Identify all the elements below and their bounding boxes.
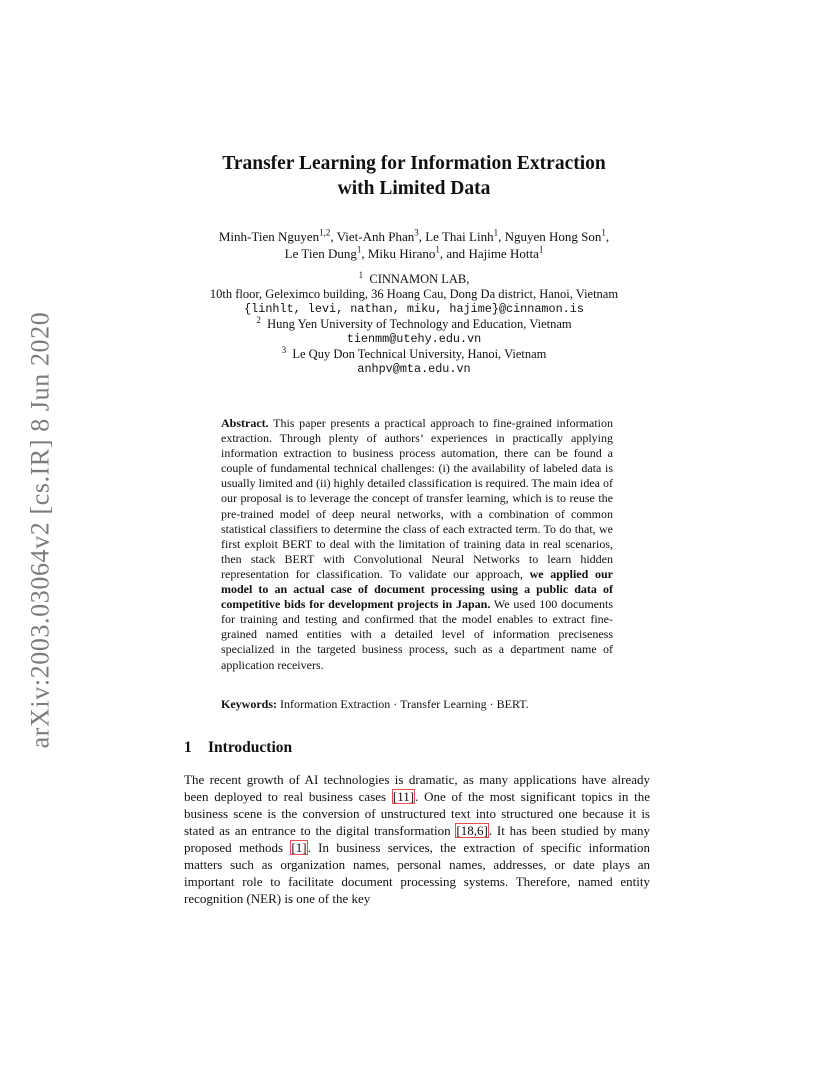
abstract-label: Abstract. (221, 416, 269, 430)
affiliation-email: {linhlt, levi, nathan, miku, hajime}@cinnamon.is (244, 302, 584, 316)
affiliation-number: 3 (281, 344, 287, 355)
abstract-bold-text: we applied our model to an actual case of document processing using a public data of competitive bids for development projects in Japan. (221, 566, 614, 612)
keywords-line (221, 697, 613, 712)
affiliation-email: anhpv@mta.edu.vn (357, 362, 471, 376)
keywords-text: Information Extraction · Transfer Learning · BERT. (280, 697, 529, 711)
citation-link[interactable]: [18,6] (456, 823, 488, 838)
affiliation-address: 10th floor, Geleximco building, 36 Hoang Cau, Dong Da district, Hanoi, Vietnam (209, 287, 619, 301)
intro-text-4: . In business services, the extraction of specific information matters such as organization names, personal names, addresses, or date plays an important role to facilitate document processing systems. Therefore, named entity recognition (NER) is one of the key (184, 840, 650, 906)
abstract-text-2: We used 100 documents for training and testing and confirmed that the model enables to extract fine-grained named entities with a detailed level of information preciseness specialized in the targeted business process, such as a department name of application receivers. (221, 597, 613, 672)
affiliation-number: 2 (256, 314, 261, 325)
section-heading-introduction (184, 738, 292, 758)
introduction-paragraph (184, 771, 650, 907)
affiliation-3 (150, 344, 678, 362)
author-list (170, 228, 658, 262)
author-affiliation-mark: 1 (435, 244, 440, 255)
affiliation-name: Hung Yen University of Technology and Education, Vietnam (267, 317, 572, 331)
arxiv-id-label: arXiv:2003.03064v2 [cs.IR] 8 Jun 2020 (25, 311, 54, 749)
keywords-label: Keywords: (221, 697, 277, 711)
author-name: Hajime Hotta (468, 246, 539, 261)
affiliation-email: tienmm@utehy.edu.vn (346, 332, 482, 346)
author-affiliation-mark: 1 (356, 244, 362, 255)
author-name: Viet-Anh Phan (336, 229, 415, 244)
author-line-2: Le Tien Dung$^1$, Miku Hirano$^1$, and Hajime Hotta$^1$ (284, 244, 544, 261)
author-name: Minh-Tien Nguyen (218, 229, 320, 244)
affiliation-number: 1 (358, 269, 364, 280)
abstract-paragraph (221, 416, 613, 673)
author-affiliation-mark: 1,2 (319, 227, 331, 238)
citation-link[interactable]: [1] (291, 840, 307, 855)
author-affiliation-mark: 1 (493, 227, 499, 238)
author-line-1: Minh-Tien Nguyen$^{1,2}$, Viet-Anh Phan$^3$, Le Thai Linh$^1$, Nguyen Hong Son$^1$, (218, 227, 610, 244)
abstract-text-1: This paper presents a practical approach to fine-grained information extraction. Through plenty of authors’ experiences in practically applying information extraction to business process automation, there can be found a couple of fundamental technical challenges: (i) the availability of labeled data is usually limited and (ii) highly detailed classification is required. The main idea of our proposal is to leverage the concept of transfer learning, which is to reuse the pre-trained model of deep neural networks, with a combination of common statistical classifiers to determine the class of each extracted term. To do that, we first exploit BERT to deal with the limitation of training data in real scenarios, then stack BERT with Convolutional Neural Networks to learn hidden representation for classification. To validate our approach, (221, 416, 614, 581)
arxiv-stamp (20, 300, 60, 760)
intro-text-1: The recent growth of AI technologies is dramatic, as many applications have already been deployed to real business cases (184, 772, 650, 804)
author-name: Le Thai Linh (425, 229, 494, 244)
affiliation-2 (150, 314, 678, 332)
citation-link[interactable]: [11] (392, 789, 415, 804)
author-affiliation-mark: 1 (601, 227, 606, 238)
author-name: Miku Hirano (367, 246, 436, 261)
paper-title (150, 151, 678, 201)
affiliation-block (150, 269, 678, 377)
intro-text-3: . It has been studied by many proposed methods (184, 823, 651, 855)
section-number: 1 (184, 739, 192, 756)
title-line-2: with Limited Data (337, 178, 491, 199)
affiliation-name: CINNAMON LAB, (369, 272, 470, 286)
intro-text-2: . One of the most significant topics in the business scene is the conversion of unstructured text into structured one because it is stated as an entrance to the digital transformation (184, 789, 651, 838)
section-title: Introduction (208, 739, 293, 756)
author-affiliation-mark: 3 (414, 227, 419, 238)
affiliation-name: Le Quy Don Technical University, Hanoi, Vietnam (292, 347, 547, 361)
author-name: Le Tien Dung (284, 246, 357, 261)
author-affiliation-mark: 1 (538, 244, 544, 255)
author-name: Nguyen Hong Son (504, 229, 602, 244)
title-line-1: Transfer Learning for Information Extraction (222, 153, 606, 174)
affiliation-1 (150, 269, 678, 287)
